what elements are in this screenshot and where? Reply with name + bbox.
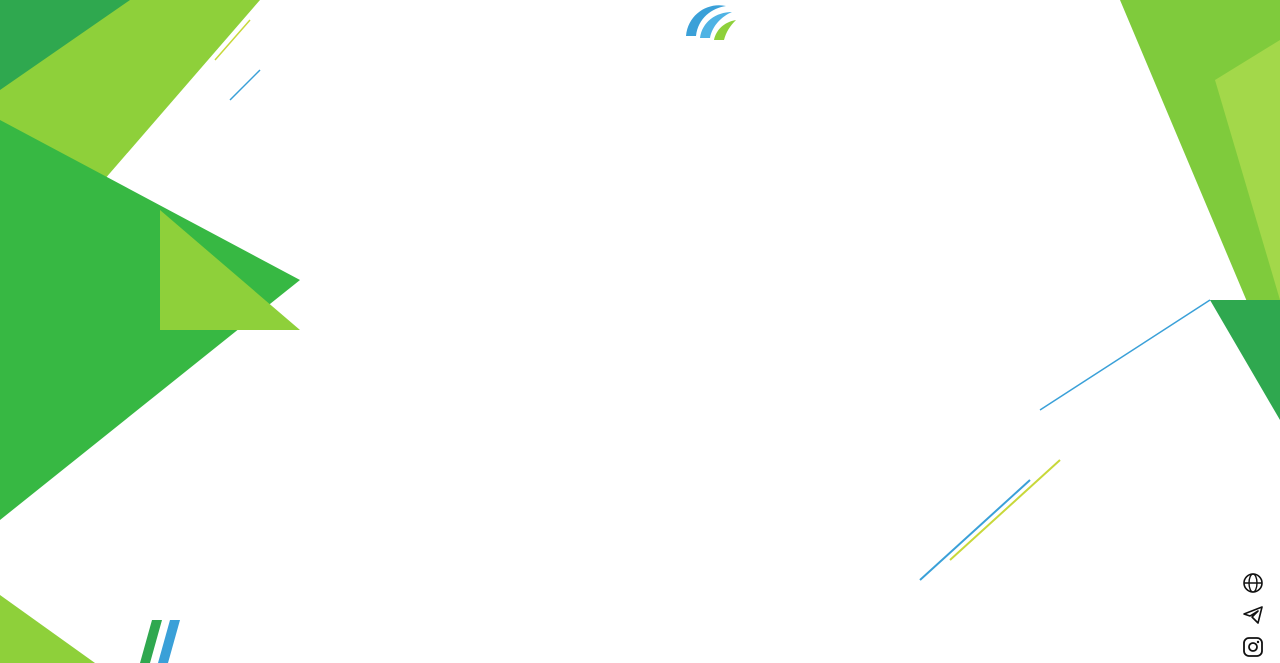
company-logo-icon [678, 0, 738, 44]
telegram-icon [1242, 605, 1264, 625]
globe-icon [1242, 572, 1264, 594]
instagram-icon [1242, 636, 1264, 658]
